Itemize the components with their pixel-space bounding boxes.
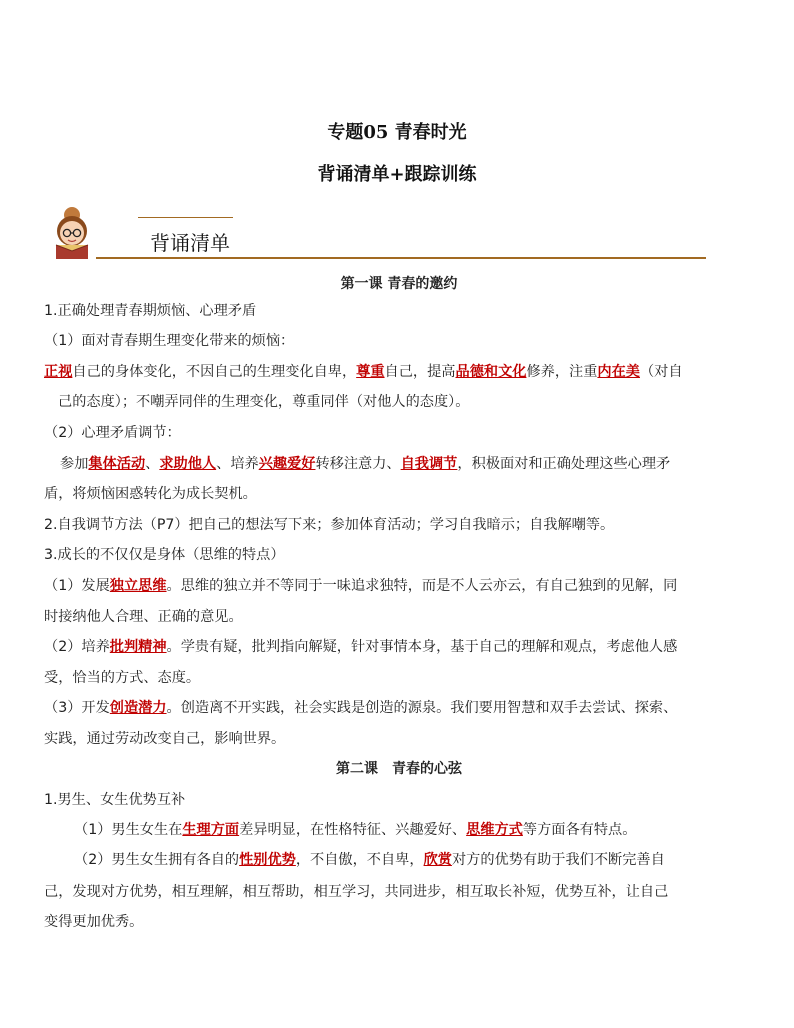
text-line: （2）培养批判精神。学贵有疑，批判指向解疑，针对事情本身，基于自己的理解和观点，考虑他人感 (44, 639, 678, 655)
text-line: 1.男生、女生优势互补 (44, 792, 186, 808)
text-line: 2.自我调节方法（P7）把自己的想法写下来；参加体育活动；学习自我暗示；自我解嘲等。 (44, 517, 615, 533)
keyword: 自我调节 (400, 456, 458, 472)
text-line: 己，发现对方优势，相互理解，相互帮助，相互学习，共同进步，相互取长补短，优势互补，让自己 (44, 884, 669, 900)
document-title: 专题05 青春时光 (327, 122, 467, 143)
text-line: （2）男生女生拥有各自的性别优势，不自傲，不自卑，欣赏对方的优势有助于我们不断完善自 (74, 852, 665, 868)
text-line: 受，恰当的方式、态度。 (44, 670, 201, 686)
keyword: 内在美 (597, 364, 640, 380)
text-line: （3）开发创造潜力。创造离不开实践，社会实践是创造的源泉。我们要用智慧和双手去尝试、探索、 (44, 700, 678, 716)
text-line: 1.正确处理青春期烦恼、心理矛盾 (44, 303, 257, 319)
keyword: 集体活动 (88, 456, 146, 472)
text-line: 正视自己的身体变化，不因自己的生理变化自卑，尊重自己，提高品德和文化修养，注重内在美（对自 (44, 364, 683, 380)
text-line: 3.成长的不仅仅是身体（思维的特点） (44, 547, 285, 563)
banner-rule (96, 257, 706, 259)
keyword: 独立思维 (109, 578, 167, 594)
keyword: 欣赏 (423, 852, 452, 868)
text-line: 实践，通过劳动改变自己，影响世界。 (44, 731, 286, 747)
keyword: 求助他人 (159, 456, 217, 472)
keyword: 批判精神 (109, 639, 167, 655)
document-subtitle: 背诵清单+跟踪训练 (317, 164, 477, 185)
keyword: 尊重 (356, 364, 385, 380)
text-line: 己的态度）；不嘲弄同伴的生理变化，尊重同伴（对他人的态度）。 (58, 394, 470, 410)
keyword: 正视 (44, 364, 73, 380)
text-line: 时接纳他人合理、正确的意见。 (44, 609, 243, 625)
girl-reading-icon (44, 203, 106, 261)
text-line: 盾，将烦恼困惑转化为成长契机。 (44, 486, 257, 502)
text-line: （1）发展独立思维。思维的独立并不等同于一味追求独特，而是不人云亦云，有自己独到的见解，同 (44, 578, 678, 594)
lesson-heading: 第一课 青春的邀约 (340, 276, 458, 292)
keyword: 创造潜力 (109, 700, 167, 716)
lesson-heading: 第二课 青春的心弦 (336, 761, 462, 777)
keyword: 性别优势 (239, 852, 296, 868)
text-line: （2）心理矛盾调节： (44, 425, 181, 441)
keyword: 品德和文化 (455, 364, 527, 380)
text-line: 变得更加优秀。 (44, 914, 144, 930)
banner-label: 背诵清单 (150, 231, 230, 255)
keyword: 思维方式 (466, 822, 523, 838)
text-line: 参加集体活动、求助他人、培养兴趣爱好转移注意力、自我调节，积极面对和正确处理这些心理矛 (60, 456, 671, 472)
section-banner (44, 203, 709, 261)
text-line: （1）男生女生在生理方面差异明显，在性格特征、兴趣爱好、思维方式等方面各有特点。 (74, 822, 637, 838)
keyword: 兴趣爱好 (258, 456, 316, 472)
text-line: （1）面对青春期生理变化带来的烦恼： (44, 333, 295, 349)
keyword: 生理方面 (182, 822, 240, 838)
